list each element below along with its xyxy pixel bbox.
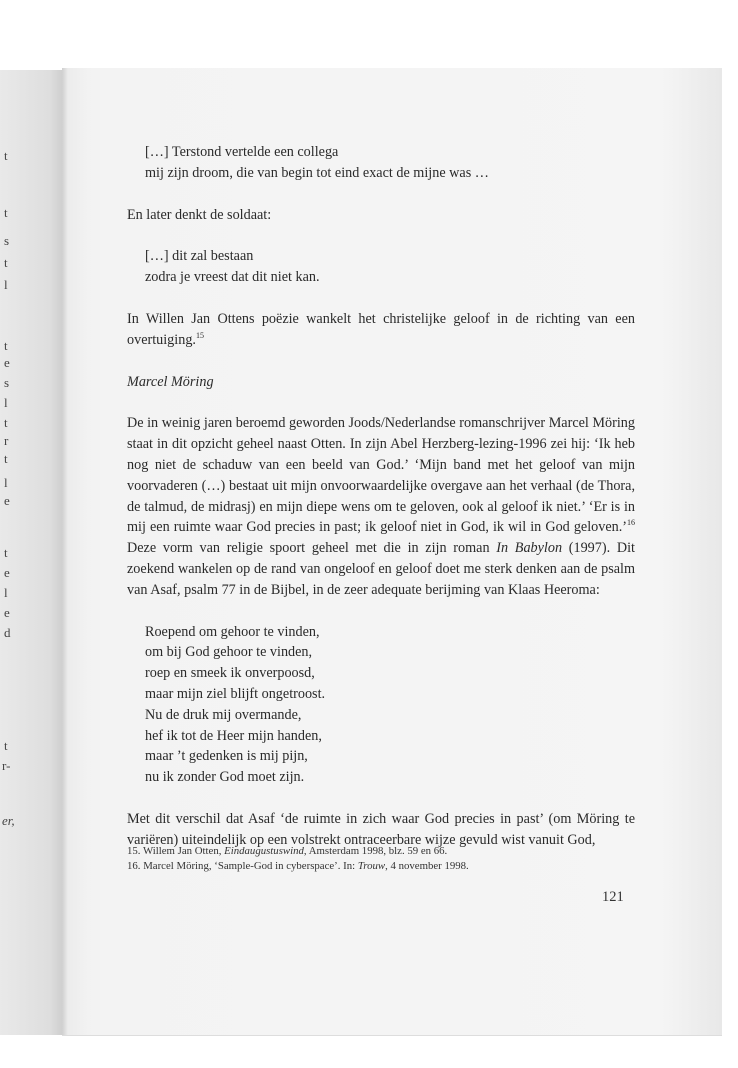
previous-page-fragment: l: [4, 277, 8, 292]
previous-page-fragment: e: [4, 355, 10, 370]
para1: En later denkt de soldaat:: [127, 206, 272, 223]
psalm-line: maar mijn ziel blijft ongetroost.: [145, 685, 326, 702]
previous-page-fragment: r: [4, 433, 9, 448]
para2: In Willen Jan Ottens poëzie wankelt het christelijke geloof in de richting van een overtuiging.$^{15}$: [127, 310, 635, 348]
previous-page-fragment: t: [4, 415, 8, 430]
psalm-line: maar ’t gedenken is mij pijn,: [145, 748, 308, 765]
previous-page-fragment: e: [4, 493, 10, 508]
poem1-line1: […] Terstond vertelde een collega: [145, 144, 339, 160]
poem2-line2: zodra je vreest dat dit niet kan.: [145, 269, 320, 286]
section-heading: Marcel Möring: [127, 373, 214, 390]
previous-page-fragment: t: [4, 338, 8, 353]
previous-page-fragment: t: [4, 451, 8, 466]
footnote-15: 15. Willem Jan Otten, Eindaugustuswind, Amsterdam 1998, blz. 59 en 66.: [127, 845, 448, 857]
previous-page-fragment: l: [4, 585, 8, 600]
psalm-poem: [127, 622, 635, 788]
footnote-ref-15: 15: [195, 330, 204, 340]
footnote-16: 16. Marcel Möring, ‘Sample-God in cyberspace’. In: Trouw, 4 november 1998.: [127, 860, 469, 872]
psalm-line: Nu de druk mij overmande,: [145, 706, 302, 723]
footnotes: [127, 844, 635, 874]
previous-page-fragment: s: [4, 233, 10, 248]
para3: De in weinig jaren beroemd geworden Joods/Nederlandse romanschrijver Marcel Möring staat in dit opzicht geheel naast Otten. In zijn Abel Herzberg-lezing-1996 zei hij: ‘Ik heb nog niet de schaduw van een beeld van God.’ ‘Mijn band met het geloof van mijn voorvaderen (…) bestaat uit mijn onvoorwaardelijke overgave aan het verhaal (de Thora, de talmud, de midrasj) en mijn diepe wens om te geloven, ook al geloof ik niet.’ ‘Er is in mij een ruimte waar God precies in past; ik geloof niet in God, ik wil in God geloven.’$^{16}$ Deze vorm van religie spoort geheel met die in zijn roman In Babylon (1997). Dit zoekend wankelen op de rand van ongeloof en geloof doet me sterk denken aan de psalm van Asaf, psalm 77 in de Bijbel, in de zeer adequate berijming van Klaas Heeroma:: [127, 415, 635, 598]
previous-page-fragment: d: [4, 625, 11, 640]
footnote-ref-16: 16: [627, 518, 635, 528]
previous-page-fragment: s: [4, 375, 10, 390]
page-number: 121: [602, 889, 624, 905]
main-text: [127, 142, 635, 851]
previous-page-fragment: l: [4, 475, 8, 490]
psalm-line: nu ik zonder God moet zijn.: [145, 769, 305, 786]
psalm-line: roep en smeek ik onverpoosd,: [145, 665, 315, 682]
book-title: In Babylon: [496, 540, 563, 557]
poem2-line1: […] dit zal bestaan: [145, 248, 254, 265]
previous-page-fragment: t: [4, 148, 8, 163]
previous-page-edge: [0, 70, 62, 1035]
psalm-line: om bij God gehoor te vinden,: [145, 644, 313, 661]
previous-page-fragment: t: [4, 545, 8, 560]
psalm-line: hef ik tot de Heer mijn handen,: [145, 727, 322, 744]
psalm-line: Roepend om gehoor te vinden,: [145, 623, 320, 640]
previous-page-fragment: e: [4, 605, 10, 620]
previous-page-fragment: t: [4, 255, 8, 270]
previous-page-fragment: t: [4, 738, 8, 753]
previous-page-fragment: t: [4, 205, 8, 220]
previous-page-fragment: e: [4, 565, 10, 580]
previous-page-fragment: er,: [2, 813, 15, 828]
para4: Met dit verschil dat Asaf ‘de ruimte in zich waar God precies in past’ (om Möring te variëren) uiteindelijk op een volstrekt ontraceerbare wijze gevuld wist vanuit God,: [127, 810, 635, 848]
poem1-line2: mij zijn droom, die van begin tot eind exact de mijne was …: [145, 164, 489, 181]
previous-page-fragment: r-: [2, 758, 11, 773]
previous-page-fragment: l: [4, 395, 8, 410]
